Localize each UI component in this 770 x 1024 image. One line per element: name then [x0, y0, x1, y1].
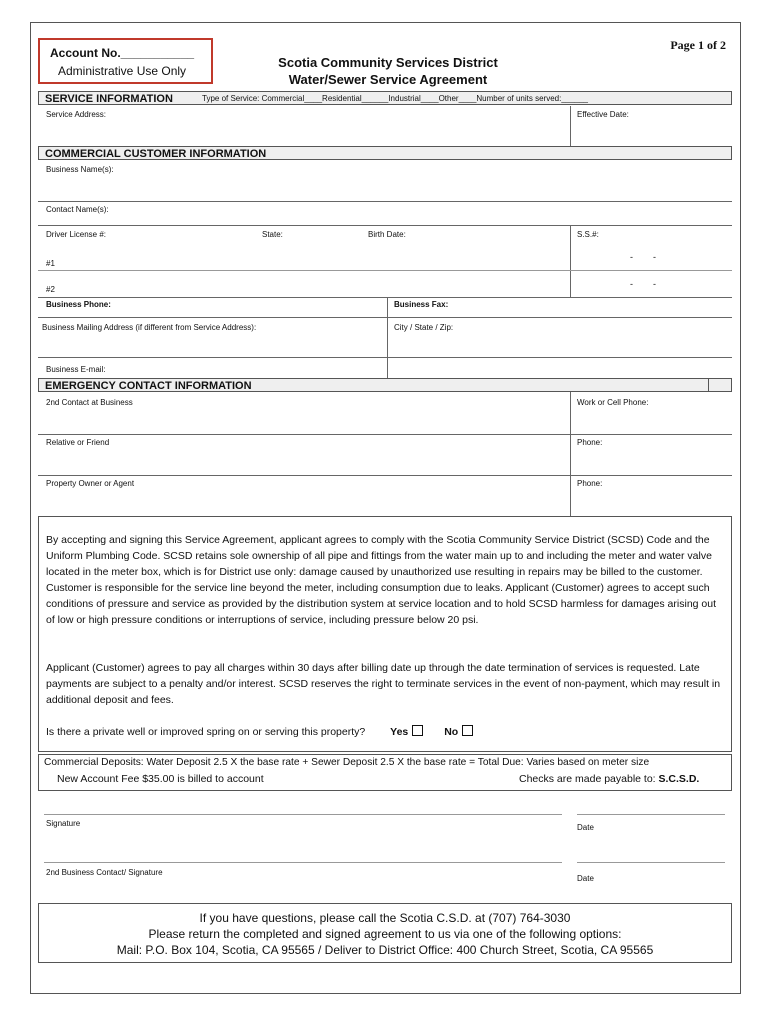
- service-info-heading: SERVICE INFORMATION: [38, 91, 732, 105]
- ss-field[interactable]: S.S.#:: [577, 230, 599, 239]
- contact-info-box: [38, 903, 732, 963]
- well-question: [46, 725, 473, 738]
- birth-date-field[interactable]: Birth Date:: [368, 230, 406, 239]
- business-email-field[interactable]: Business E-mail:: [46, 365, 106, 374]
- owner-phone-field[interactable]: Phone:: [577, 479, 603, 488]
- row-1-label: #1: [46, 259, 55, 268]
- business-phone-field[interactable]: Business Phone:: [46, 300, 111, 309]
- effective-date-field[interactable]: Effective Date:: [577, 110, 629, 119]
- agreement-paragraph-1: By accepting and signing this Service Agreement, applicant agrees to comply with the Scotia Community Service District (SCSD) Code and the Uniform Plumbing Code. SCSD retains sole ownership of all pipe and fittings from the water main up to and including the meter and water valve located in the meter box, which is for District use only: damage caused by unauthorized use resulting in repairs may be billed to the customer. Customer is responsible for the service line beyond the meter, including consumption due to leaks. Applicant (Customer) agrees to accept such conditions of pressure and service as provided by the distribution system at service location and to hold SCSD harmless for damages arising out of low or high pressure conditions or interruptions of service, including pressure below 20 psi.: [46, 534, 717, 626]
- account-number-box[interactable]: [38, 38, 213, 84]
- state-field[interactable]: State:: [262, 230, 283, 239]
- page-number: Page 1 of 2: [670, 38, 726, 52]
- footer-line-2: Please return the completed and signed agreement to us via one of the following options:: [148, 927, 622, 941]
- property-owner-field[interactable]: Property Owner or Agent: [46, 479, 135, 488]
- form-title-line1: Scotia Community Services District: [278, 55, 498, 70]
- ss-dashes-1: - -: [630, 252, 656, 262]
- deposits-line-1: Commercial Deposits: Water Deposit 2.5 X the base rate + Sewer Deposit 2.5 X the base rate = Total Due: Varies based on meter size: [44, 757, 650, 768]
- yes-checkbox[interactable]: [412, 725, 423, 736]
- date-line-2[interactable]: [577, 862, 725, 863]
- work-cell-phone-field[interactable]: Work or Cell Phone:: [577, 398, 649, 407]
- driver-license-field[interactable]: Driver License #:: [46, 230, 107, 239]
- service-address-field[interactable]: Service Address:: [46, 110, 107, 119]
- relative-friend-field[interactable]: Relative or Friend: [46, 438, 110, 447]
- city-state-zip-field[interactable]: City / State / Zip:: [394, 323, 454, 332]
- second-signature-line[interactable]: [44, 862, 562, 863]
- well-question-text: Is there a private well or improved spring on or serving this property?: [46, 726, 366, 738]
- no-checkbox[interactable]: [462, 725, 473, 736]
- contact-names-field[interactable]: Contact Name(s):: [46, 205, 109, 214]
- second-contact-field[interactable]: 2nd Contact at Business: [46, 398, 133, 407]
- relative-phone-field[interactable]: Phone:: [577, 438, 603, 447]
- payee: S.C.S.D.: [658, 773, 700, 785]
- admin-use-label: Administrative Use Only: [58, 64, 187, 78]
- date-label-2: Date: [577, 874, 594, 883]
- yes-option[interactable]: Yes: [390, 726, 423, 738]
- mailing-address-field[interactable]: Business Mailing Address (if different from Service Address):: [42, 323, 257, 332]
- form-title-line2: Water/Sewer Service Agreement: [288, 72, 488, 87]
- deposits-line-2: New Account Fee $35.00 is billed to account: [57, 773, 264, 785]
- account-label: Account No.___________: [50, 46, 195, 60]
- date-label-1: Date: [577, 823, 594, 832]
- service-type-line[interactable]: Type of Service: Commercial____Residential______Industrial____Other____Number of units served:______: [202, 94, 589, 103]
- ss-dashes-2: - -: [630, 279, 656, 289]
- signature-line[interactable]: [44, 814, 562, 815]
- business-names-field[interactable]: Business Name(s):: [46, 165, 114, 174]
- signature-label: Signature: [46, 819, 81, 828]
- business-fax-field[interactable]: Business Fax:: [394, 300, 449, 309]
- form-page: [30, 22, 741, 994]
- no-option[interactable]: No: [444, 726, 473, 738]
- footer-line-1: If you have questions, please call the Scotia C.S.D. at (707) 764-3030: [199, 911, 571, 925]
- second-signature-label: 2nd Business Contact/ Signature: [46, 868, 163, 877]
- checks-payable: Checks are made payable to: S.C.S.D.: [519, 773, 700, 785]
- agreement-paragraph-2: Applicant (Customer) agrees to pay all charges within 30 days after billing date up through the date termination of services is requested. Late payments are subject to a penalty and/or interest. SCSD reserves the right to terminate services in the event of non-payment, which may result in additional deposit and fees.: [46, 662, 721, 706]
- date-line-1[interactable]: [577, 814, 725, 815]
- row-2-label: #2: [46, 285, 55, 294]
- footer-line-3: Mail: P.O. Box 104, Scotia, CA 95565 / Deliver to District Office: 400 Church Street, Scotia, CA 95565: [116, 943, 654, 957]
- emergency-info-heading: EMERGENCY CONTACT INFORMATION: [38, 378, 732, 392]
- commercial-info-heading: COMMERCIAL CUSTOMER INFORMATION: [38, 146, 732, 160]
